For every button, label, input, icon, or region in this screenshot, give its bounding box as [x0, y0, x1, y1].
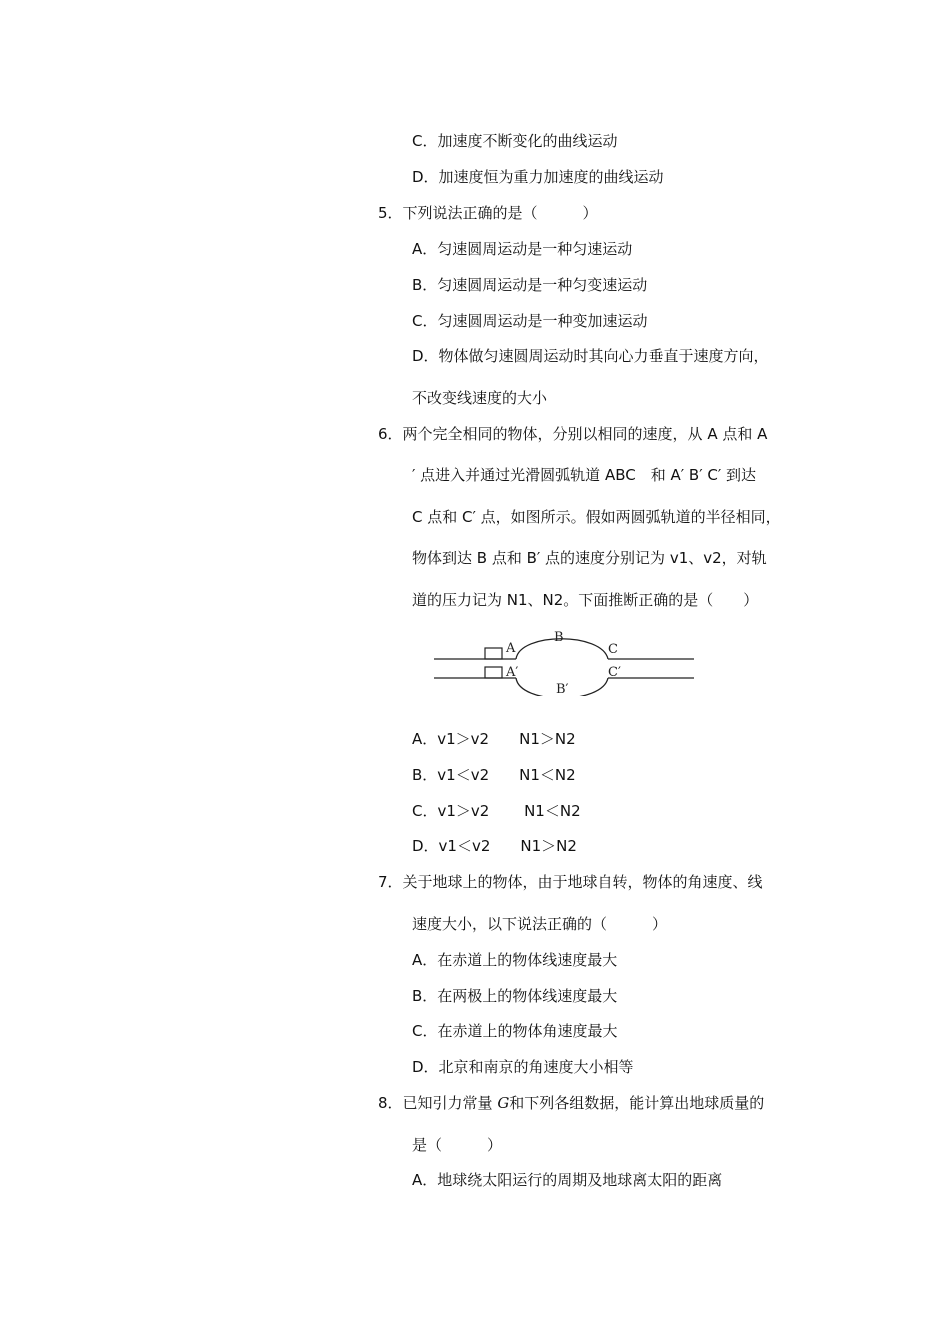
q4-option-d: D．加速度恒为重力加速度的曲线运动 — [412, 168, 664, 186]
q7-option-b: B．在两极上的物体线速度最大 — [412, 987, 618, 1005]
gravitational-constant-symbol: G — [497, 1094, 510, 1112]
label-a-prime: A′ — [506, 665, 519, 680]
q8-stem-line1 — [378, 1093, 764, 1113]
q7-option-c: C．在赤道上的物体角速度最大 — [412, 1022, 618, 1040]
q6-stem-line1: 6．两个完全相同的物体，分别以相同的速度，从 A 点和 A — [378, 425, 768, 443]
label-b: B — [554, 630, 564, 645]
q6-option-a: A．v1＞v2 N1＞N2 — [412, 730, 576, 748]
q8-stem-part2: 和下列各组数据，能计算出地球质量的 — [509, 1094, 765, 1112]
q8-stem-line2: 是（ ） — [412, 1136, 503, 1154]
q6-stem-line5: 道的压力记为 N1、N2。下面推断正确的是（ ） — [412, 591, 759, 609]
q6-stem-line4: 物体到达 B 点和 B′ 点的速度分别记为 v1、v2，对轨 — [412, 549, 767, 567]
track-diagram — [430, 626, 702, 696]
label-c-prime: C′ — [608, 665, 621, 680]
lower-block — [485, 667, 502, 678]
q7-stem-line2: 速度大小，以下说法正确的（ ） — [412, 915, 668, 933]
q6-option-d: D．v1＜v2 N1＞N2 — [412, 837, 577, 855]
q5-option-b: B．匀速圆周运动是一种匀变速运动 — [412, 276, 648, 294]
label-c: C — [608, 642, 618, 657]
upper-block — [485, 648, 502, 659]
q6-stem-line3: C 点和 C′ 点，如图所示。假如两圆弧轨道的半径相同， — [412, 508, 781, 526]
q8-stem-part1: 8．已知引力常量 — [378, 1094, 498, 1112]
q5-option-d-line2: 不改变线速度的大小 — [412, 389, 548, 407]
q5-stem: 5．下列说法正确的是（ ） — [378, 204, 598, 222]
q8-option-a: A．地球绕太阳运行的周期及地球离太阳的距离 — [412, 1171, 723, 1189]
q5-option-d-line1: D．物体做匀速圆周运动时其向心力垂直于速度方向， — [412, 347, 769, 365]
q7-stem-line1: 7．关于地球上的物体，由于地球自转，物体的角速度、线 — [378, 873, 763, 891]
q7-option-a: A．在赤道上的物体线速度最大 — [412, 951, 618, 969]
q7-option-d: D．北京和南京的角速度大小相等 — [412, 1058, 634, 1076]
q6-option-c: C．v1＞v2 N1＜N2 — [412, 802, 581, 820]
label-a: A — [506, 641, 516, 656]
q5-option-a: A．匀速圆周运动是一种匀速运动 — [412, 240, 633, 258]
q5-option-c: C．匀速圆周运动是一种变加速运动 — [412, 312, 648, 330]
label-b-prime: B′ — [556, 682, 569, 696]
q6-option-b: B．v1＜v2 N1＜N2 — [412, 766, 576, 784]
q4-option-c: C．加速度不断变化的曲线运动 — [412, 132, 618, 150]
q6-stem-line2: ′ 点进入并通过光滑圆弧轨道 ABC 和 A′ B′ C′ 到达 — [412, 466, 757, 484]
